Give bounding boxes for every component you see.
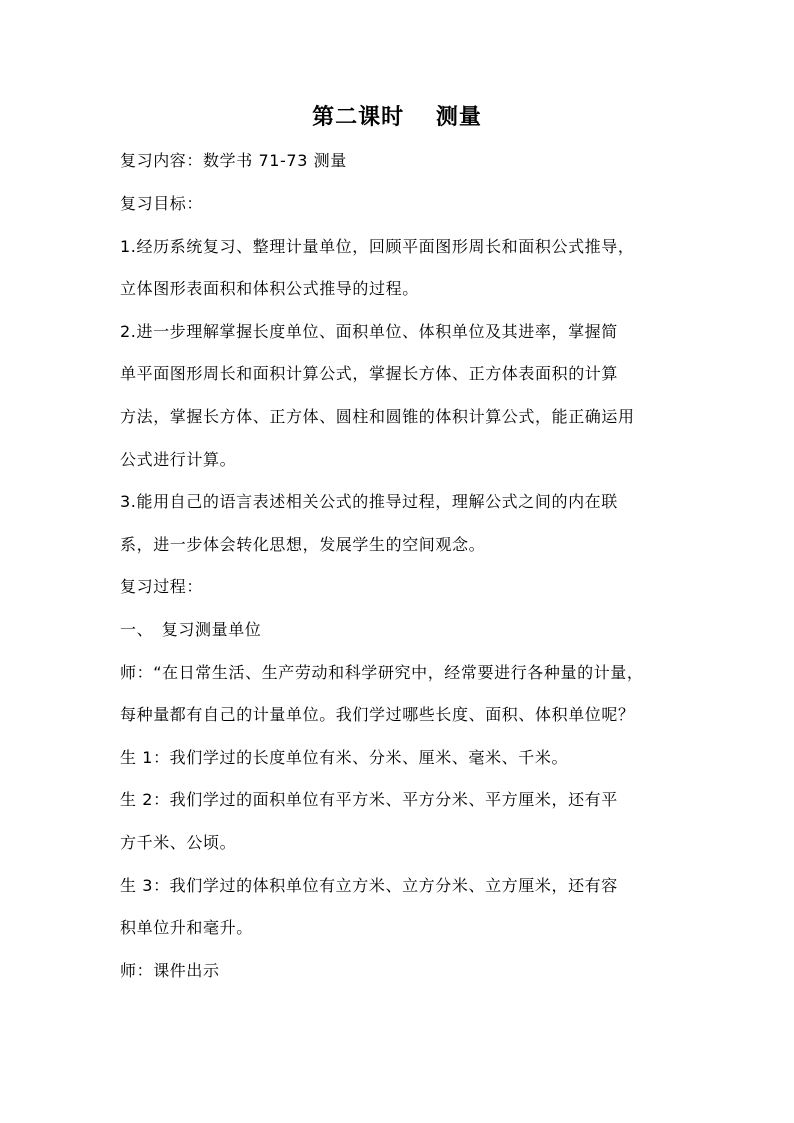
review-content-line: 复习内容：数学书 71-73 测量	[120, 151, 347, 170]
goal-1-line-2: 立体图形表面积和体积公式推导的过程。	[120, 279, 419, 298]
page-title: 第二课时 测量	[312, 104, 482, 130]
teacher-line-2: 每种量都有自己的计量单位。我们学过哪些长度、面积、体积单位呢？	[120, 705, 635, 724]
goal-1-line-1: 1.经历系统复习、整理计量单位，回顾平面图形周长和面积公式推导，	[120, 237, 635, 256]
goal-2-line-3: 方法，掌握长方体、正方体、圆柱和圆锥的体积计算公式，能正确运用	[120, 407, 635, 426]
student-1-line: 生 1：我们学过的长度单位有米、分米、厘米、毫米、千米。	[120, 748, 569, 767]
goal-2-line-4: 公式进行计算。	[120, 450, 237, 469]
teacher-line-1: 师：“在日常生活、生产劳动和科学研究中，经常要进行各种量的计量，	[120, 663, 644, 682]
goal-2-line-2: 单平面图形周长和面积计算公式，掌握长方体、正方体表面积的计算	[120, 364, 619, 383]
student-2-line-1: 生 2：我们学过的面积单位有平方米、平方分米、平方厘米，还有平	[120, 790, 618, 809]
review-goals-heading: 复习目标：	[120, 194, 204, 213]
goal-3-line-2: 系，进一步体会转化思想，发展学生的空间观念。	[120, 535, 486, 554]
student-3-line-2: 积单位升和毫升。	[120, 918, 253, 937]
goal-3-line-1: 3.能用自己的语言表述相关公式的推导过程，理解公式之间的内在联	[120, 492, 618, 511]
goal-2-line-1: 2.进一步理解掌握长度单位、面积单位、体积单位及其进率，掌握简	[120, 322, 618, 341]
student-2-line-2: 方千米、公顷。	[120, 833, 237, 852]
section-one-heading: 一、 复习测量单位	[120, 620, 262, 639]
student-3-line-1: 生 3：我们学过的体积单位有立方米、立方分米、立方厘米，还有容	[120, 876, 618, 895]
review-process-heading: 复习过程：	[120, 577, 204, 596]
teacher-courseware-line: 师：课件出示	[120, 961, 220, 980]
